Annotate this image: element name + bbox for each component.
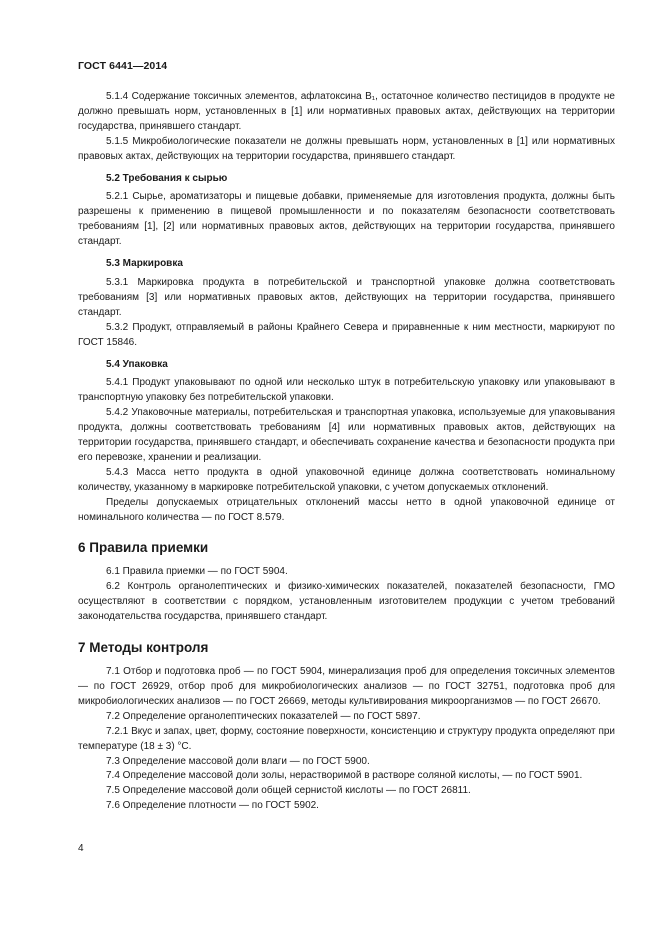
paragraph-6-2: 6.2 Контроль органолептических и физико-химических показателей, показателей безопасности, ГМО осуществляют в соответствии с порядком, установленным изготовителем продукции с учетом требований законодательства государства, принявшего стандарт.	[78, 581, 615, 623]
paragraph-7-5: 7.5 Определение массовой доли общей сернистой кислоты — по ГОСТ 26811.	[106, 785, 471, 797]
paragraph-5-4-3: 5.4.3 Масса нетто продукта в одной упаковочной единице должна соответствовать номинальному количеству, указанному в маркировке потребительской упаковки, с учетом допускаемых отклонений.	[78, 466, 615, 493]
paragraph-5-1-4: 5.1.4 Содержание токсичных элементов, афлатоксина B₁, остаточное количество пестицидов в продукте не должно превышать норм, установленных в [1] или нормативных правовых актах, действующих на территории государства, принявшего стандарт.	[78, 91, 615, 132]
paragraph-6-1: 6.1 Правила приемки — по ГОСТ 5904.	[106, 566, 288, 578]
page-number: 4	[78, 843, 84, 854]
section-heading-7: 7 Методы контроля	[78, 640, 209, 656]
paragraph-5-3-2: 5.3.2 Продукт, отправляемый в районы Крайнего Севера и приравненные к ним местности, маркируют по ГОСТ 15846.	[78, 321, 615, 348]
paragraph-5-3-1: 5.3.1 Маркировка продукта в потребительской и транспортной упаковке должна соответствовать требованиям [3] или нормативных правовых актов, действующих на территории государства, принявшего стандарт.	[78, 276, 615, 318]
paragraph-7-2: 7.2 Определение органолептических показателей — по ГОСТ 5897.	[106, 710, 421, 722]
paragraph-7-3: 7.3 Определение массовой доли влаги — по ГОСТ 5900.	[106, 755, 370, 767]
subsection-heading-5-2: 5.2 Требования к сырью	[106, 172, 228, 184]
paragraph-5-4-1: 5.4.1 Продукт упаковывают по одной или несколько штук в потребительскую упаковку или упаковывают в транспортную упаковку без потребительской упаковки.	[78, 377, 615, 404]
document-body	[78, 90, 615, 814]
document-header: ГОСТ 6441—2014	[78, 60, 168, 72]
paragraph-5-2-1: 5.2.1 Сырье, ароматизаторы и пищевые добавки, применяемые для изготовления продукта, должны быть разрешены к применению в пищевой промышленности и по показателям безопасности соответствовать требованиям [1], [2] или нормативных правовых актов, действующих на территории государства, принявшего стандарт.	[78, 191, 615, 248]
paragraph-7-2-1: 7.2.1 Вкус и запах, цвет, форму, состояние поверхности, консистенцию и структуру продукта определяют при температуре (18 ± 3) °С.	[78, 725, 615, 752]
subsection-heading-5-3: 5.3 Маркировка	[106, 258, 183, 270]
subsection-heading-5-4: 5.4 Упаковка	[106, 358, 168, 370]
paragraph-5-1-5: 5.1.5 Микробиологические показатели не должны превышать норм, установленных в [1] или нормативных правовых актах, действующих на территории государства, принявшего стандарт.	[78, 135, 615, 162]
paragraph-7-4: 7.4 Определение массовой доли золы, нерастворимой в растворе соляной кислоты, — по ГОСТ 5901.	[106, 770, 583, 782]
paragraph-5-4-2: 5.4.2 Упаковочные материалы, потребительская и транспортная упаковка, используемые для упаковывания продукта, должны соответствовать требованиям [4] или нормативных правовых актов, действующих на территории государства, принявшего стандарт, и обеспечивать сохранение качества и безопасности продукта при его перевозке, хранении и реализации.	[78, 407, 615, 463]
paragraph-7-6: 7.6 Определение плотности — по ГОСТ 5902.	[106, 800, 319, 812]
paragraph-7-1: 7.1 Отбор и подготовка проб — по ГОСТ 5904, минерализация проб для определения токсичных элементов — по ГОСТ 26929, отбор проб для микробиологических анализов — по ГОСТ 32751, подготовка проб для микробиологических анализов — по ГОСТ 26669, методы культивирования микроорганизмов — по ГОСТ 26670.	[78, 666, 615, 707]
section-heading-6: 6 Правила приемки	[78, 540, 209, 556]
paragraph-5-4-3-limits: Пределы допускаемых отрицательных отклонений массы нетто в одной упаковочной единице от номинального количества — по ГОСТ 8.579.	[78, 496, 615, 523]
